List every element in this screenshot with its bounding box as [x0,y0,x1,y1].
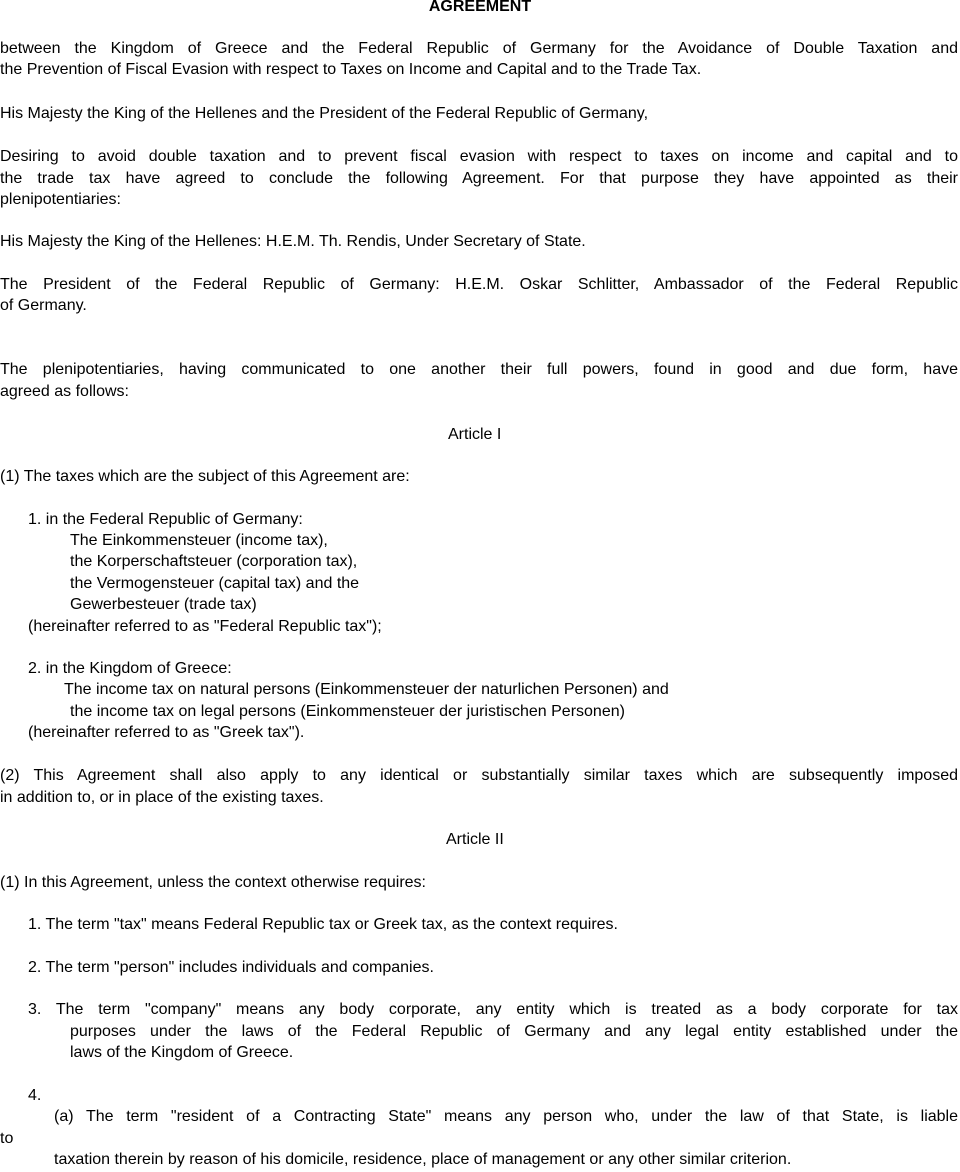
subtitle-line-1: between the Kingdom of Greece and the Federal Republic of Germany for the Avoidance of Double Taxation and [0,40,958,57]
germany-tax-item: The Einkommensteuer (income tax), [70,532,328,549]
germany-taxes-closing: (hereinafter referred to as "Federal Republic tax"); [28,618,382,635]
plenipotentiary-germany-line-2: of Germany. [0,297,87,314]
definition-company-line-3: laws of the Kingdom of Greece. [70,1044,294,1061]
greece-taxes-lead: 2. in the Kingdom of Greece: [28,660,232,677]
full-powers-line-1: The plenipotentiaries, having communicated to one another their full powers, found in good and due form, have [0,361,958,378]
article-1-para-2-line-1: (2) This Agreement shall also apply to any identical or substantially similar taxes which are subsequently imposed [0,767,958,784]
plenipotentiary-germany-line-1: The President of the Federal Republic of Germany: H.E.M. Oskar Schlitter, Ambassador of the Federal Republic [0,276,958,293]
greece-tax-item: The income tax on natural persons (Einkommensteuer der naturlichen Personen) and [64,681,669,698]
article-2-para-1: (1) In this Agreement, unless the context otherwise requires: [0,874,426,891]
definition-company-line-2: purposes under the laws of the Federal Republic of Germany and any legal entity established under the [70,1023,958,1040]
definition-company-line-1: 3. The term "company" means any body corporate, any entity which is treated as a body corporate for tax [28,1001,958,1018]
germany-tax-item: Gewerbesteuer (trade tax) [70,596,257,613]
plenipotentiary-greece: His Majesty the King of the Hellenes: H.E.M. Th. Rendis, Under Secretary of State. [0,233,586,250]
germany-tax-item: the Korperschaftsteuer (corporation tax), [70,553,358,570]
definition-person: 2. The term "person" includes individuals and companies. [28,959,434,976]
document-title: AGREEMENT [428,0,532,15]
desiring-line-2: the trade tax have agreed to conclude the following Agreement. For that purpose they have appointed as their [0,170,958,187]
full-powers-line-2: agreed as follows: [0,383,129,400]
definition-tax: 1. The term "tax" means Federal Republic tax or Greek tax, as the context requires. [28,916,618,933]
definition-resident-stray-word: to [0,1130,14,1147]
parties-paragraph: His Majesty the King of the Hellenes and the President of the Federal Republic of Germany, [0,105,649,122]
article-1-para-2-line-2: in addition to, or in place of the existing taxes. [0,789,324,806]
greece-taxes-closing: (hereinafter referred to as "Greek tax"). [28,724,305,741]
article-2-heading: Article II [446,831,504,848]
desiring-line-1: Desiring to avoid double taxation and to prevent fiscal evasion with respect to taxes on income and capital and to [0,148,958,165]
subtitle-line-2: the Prevention of Fiscal Evasion with respect to Taxes on Income and Capital and to the Trade Tax. [0,61,702,78]
definition-resident-line-1: (a) The term "resident of a Contracting State" means any person who, under the law of that State, is liable [54,1108,958,1125]
germany-taxes-lead: 1. in the Federal Republic of Germany: [28,511,303,528]
greece-tax-item: the income tax on legal persons (Einkommensteuer der juristischen Personen) [70,703,625,720]
desiring-line-3: plenipotentiaries: [0,191,121,208]
article-1-para-1: (1) The taxes which are the subject of this Agreement are: [0,468,410,485]
article-1-heading: Article I [448,426,502,443]
definition-resident-line-2: taxation therein by reason of his domicile, residence, place of management or any other similar criterion. [54,1151,792,1168]
germany-tax-item: the Vermogensteuer (capital tax) and the [70,575,360,592]
definition-4-number: 4. [28,1087,42,1104]
